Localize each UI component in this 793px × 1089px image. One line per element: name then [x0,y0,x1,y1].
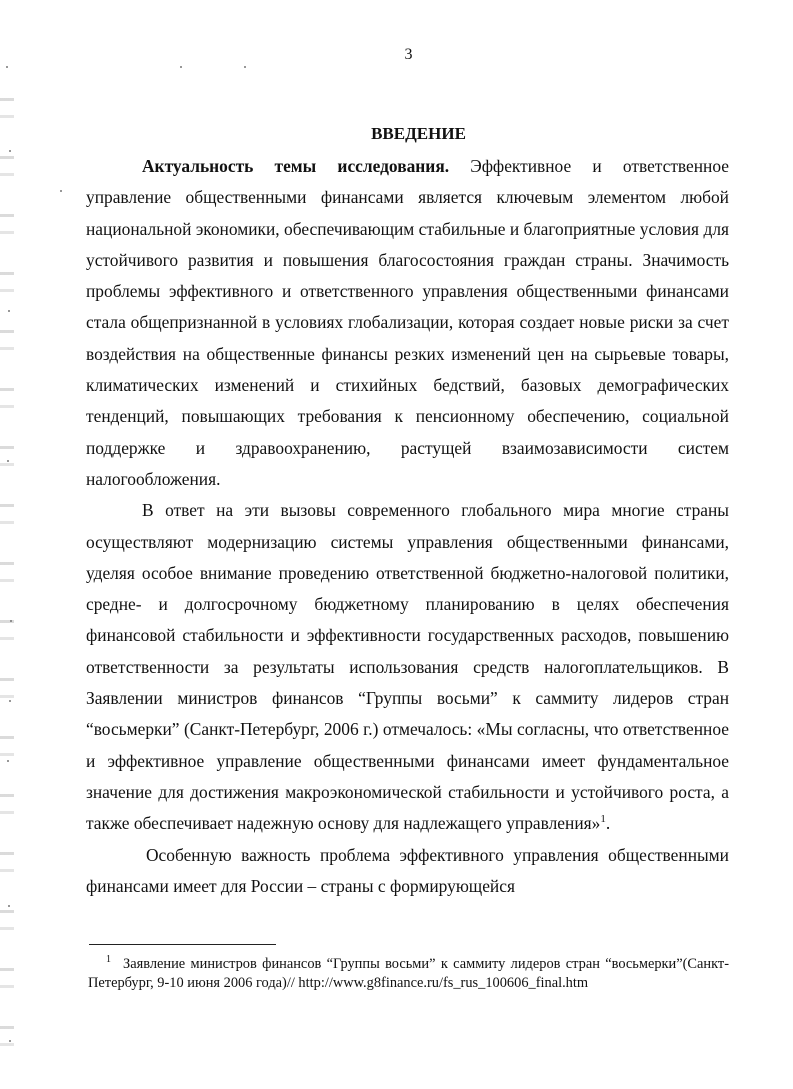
footnote-reference: 1 [600,813,606,826]
paragraph-russia [86,840,729,903]
page-number: 3 [404,46,413,63]
paragraph-text: Особенную важность проблема эффективного управления общественными финансами имеет для России – страны с формирующейся [86,844,729,896]
section-title: ВВЕДЕНИЕ [371,124,466,143]
paragraph-relevance [86,151,729,495]
footnote [88,955,729,993]
footnote-text: Заявление министров финансов “Группы восьми” к саммиту лидеров стран “восьмерки”(Санкт-Петербург, 9-10 июня 2006 года)// http://www.g8finance.ru/fs_rus_100606_final.htm [88,956,729,991]
scan-margin-artifact [0,60,14,1060]
paragraph-text: В ответ на эти вызовы современного глобального мира многие страны осуществляют модернизацию системы управления общественными финансами, уделяя особое внимание проведению ответственной бюджетно-налоговой политики, средне- и долгосрочному бюджетному планированию в целях обеспечения финансовой стабильности и эффективности государственных расходов, повышению ответственности за результаты использования средств налогоплательщиков. В Заявлении министров финансов “Группы восьми” к саммиту лидеров стран “восьмерки” (Санкт-Петербург, 2006 г.) отмечалось: «Мы согласны, что ответственное и эффективное управление общественными финансами имеет фундаментальное значение для достижения макроэкономической стабильности и устойчивого роста, а также обеспечивает надежную основу для надлежащего управления» [86,500,729,834]
paragraph-response [86,495,729,839]
paragraph-end: . [605,813,611,834]
body-text [86,151,729,902]
paragraph-text: Эффективное и ответственное управление общественными финансами является ключевым элементом любой национальной экономики, обеспечивающим стабильные и благоприятные условия для устойчивого развития и повышения благосостояния граждан страны. Значимость проблемы эффективного и ответственного управления общественными финансами стала общепризнанной в условиях глобализации, которая создает новые риски за счет воздействия на общественные финансы резких изменений цен на сырьевые товары, климатических изменений и стихийных бедствий, базовых демографических тенденций, повышающих требования к пенсионному обеспечению, социальной поддержке и здравоохранению, растущей взаимозависимости систем налогообложения. [86,156,729,489]
footnote-divider [89,944,276,945]
paragraph-lead: Актуальность темы исследования. [142,156,450,176]
footnote-marker: 1 [106,954,111,966]
